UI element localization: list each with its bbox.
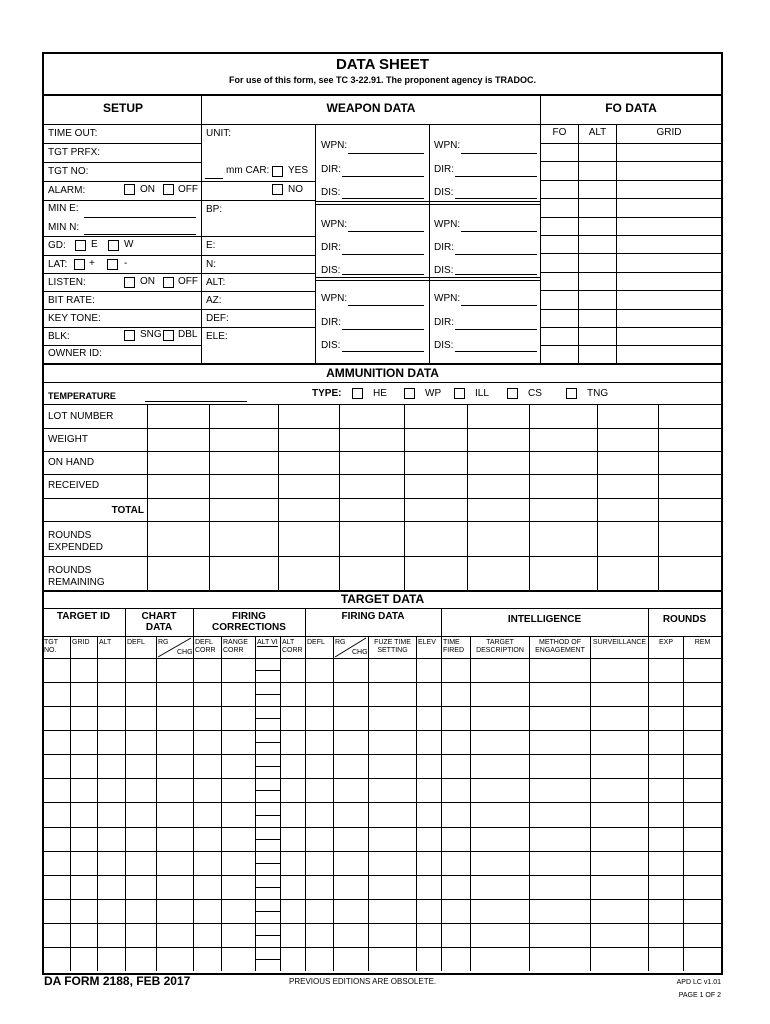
wpn1-a-label: WPN: (321, 140, 348, 151)
col-tgt_no: TGT NO. (44, 639, 58, 654)
unit-ele-label: ELE: (206, 331, 228, 342)
ammo-row-0-label: LOT NUMBER (48, 411, 114, 422)
col-exp: EXP (658, 639, 673, 646)
dis1-b-label: DIS: (434, 187, 454, 198)
unit-alt-label: ALT: (206, 277, 226, 288)
dir3-a-label: DIR: (321, 317, 341, 328)
alarm-label: ALARM: (48, 185, 86, 196)
dis2-b-label: DIS: (434, 265, 454, 276)
unit-def-label: DEF: (206, 313, 229, 324)
blk-sng-label: SNG (140, 329, 162, 340)
gd-w-checkbox[interactable] (108, 240, 119, 251)
tgt-prfx-label: TGT PRFX: (48, 147, 101, 158)
unit-e-label: E: (206, 240, 216, 251)
lat-plus-label: + (89, 258, 95, 269)
lat-plus-checkbox[interactable] (74, 259, 85, 270)
fo-col-alt: ALT (588, 127, 607, 138)
alarm-off-checkbox[interactable] (163, 184, 174, 195)
col-fuze: FUZE TIME SETTING (374, 639, 411, 654)
dir1-b-label: DIR: (434, 164, 454, 175)
wpn1-b-label: WPN: (434, 140, 461, 151)
gd-w-label: W (124, 239, 134, 250)
car-yes-checkbox[interactable] (272, 166, 283, 177)
blk-dbl-checkbox[interactable] (163, 330, 174, 341)
ammo-row-5-label: ROUNDS EXPENDED (48, 530, 104, 553)
ammo-type-4-label: TNG (587, 388, 609, 399)
listen-off-checkbox[interactable] (163, 277, 174, 288)
ammo-row-4-label: TOTAL (111, 505, 144, 516)
dis1-a-label: DIS: (321, 187, 341, 198)
page-number: PAGE 1 OF 2 (678, 992, 721, 999)
min-n-label: MIN N: (48, 222, 80, 233)
col-elev: ELEV (418, 639, 436, 646)
group-chart_data: CHART DATA (141, 611, 177, 633)
tgt-no-label: TGT NO: (48, 166, 89, 177)
dir1-a-label: DIR: (321, 164, 341, 175)
section-ammo: AMMUNITION DATA (326, 366, 439, 380)
ammo-type-1-checkbox[interactable] (404, 388, 415, 399)
gd-e-checkbox[interactable] (75, 240, 86, 251)
form-subtitle: For use of this form, see TC 3-22.91. The proponent agency is TRADOC. (228, 75, 537, 85)
gd-e-label: E (91, 239, 98, 250)
key-tone-label: KEY TONE: (48, 313, 101, 324)
col-alt_vi: ALT VI (257, 639, 278, 646)
group-firing_data: FIRING DATA (341, 611, 405, 622)
ammo-type-0-checkbox[interactable] (352, 388, 363, 399)
dis3-b-label: DIS: (434, 340, 454, 351)
ammo-row-2-label: ON HAND (48, 457, 95, 468)
col-rg: RG (158, 639, 169, 646)
group-target_id: TARGET ID (56, 611, 111, 622)
alarm-off-label: OFF (178, 184, 198, 195)
form-number: DA FORM 2188, FEB 2017 (44, 974, 191, 988)
unit-label: UNIT: (206, 128, 231, 139)
ammo-row-6-label: ROUNDS REMAINING (48, 565, 105, 588)
wpn3-a-label: WPN: (321, 293, 348, 304)
blk-label: BLK: (48, 331, 70, 342)
alarm-on-checkbox[interactable] (124, 184, 135, 195)
col-alt: ALT (99, 639, 112, 646)
listen-on-checkbox[interactable] (124, 277, 135, 288)
col-rg2: RG (335, 639, 346, 646)
ammo-type-3-label: CS (528, 388, 542, 399)
car-no-label: NO (288, 184, 303, 195)
fo-col-fo: FO (552, 127, 567, 138)
listen-on-label: ON (140, 276, 155, 287)
col-alt_corr: ALT CORR (282, 639, 303, 654)
dis3-a-label: DIS: (321, 340, 341, 351)
mm-car-label: mm CAR: (226, 165, 270, 176)
col-time_fired: TIME FIRED (443, 639, 464, 654)
form-version: APD LC v1.01 (676, 979, 721, 986)
dis2-a-label: DIS: (321, 265, 341, 276)
group-rounds: ROUNDS (662, 614, 707, 625)
ammo-type-label: TYPE: (312, 388, 342, 399)
alarm-on-label: ON (140, 184, 155, 195)
col-defl_corr: DEFL CORR (195, 639, 216, 654)
dir3-b-label: DIR: (434, 317, 454, 328)
temperature-label: TEMPERATURE (48, 391, 116, 401)
wpn2-a-label: WPN: (321, 219, 348, 230)
section-setup: SETUP (102, 101, 143, 115)
listen-off-label: OFF (178, 276, 198, 287)
blk-sng-checkbox[interactable] (124, 330, 135, 341)
col-method: METHOD OF ENGAGEMENT (535, 639, 585, 654)
min-e-label: MIN E: (48, 203, 79, 214)
listen-label: LISTEN: (48, 277, 86, 288)
col-rem: REM (694, 639, 711, 646)
wpn2-b-label: WPN: (434, 219, 461, 230)
col-chg-b: CHG (352, 649, 368, 656)
fo-col-grid: GRID (656, 127, 682, 138)
section-weapon: WEAPON DATA (326, 101, 416, 115)
ammo-type-1-label: WP (425, 388, 442, 399)
col-range_corr: RANGE CORR (223, 639, 248, 654)
col-chg-a: CHG (177, 649, 193, 656)
col-grid: GRID (72, 639, 90, 646)
form-title: DATA SHEET (335, 56, 430, 73)
bp-label: BP: (206, 204, 223, 215)
unit-az-label: AZ: (206, 295, 222, 306)
ammo-type-0-label: HE (373, 388, 387, 399)
group-firing_corrections: FIRING CORRECTIONS (212, 611, 286, 633)
ammo-type-2-label: ILL (475, 388, 489, 399)
col-target_desc: TARGET DESCRIPTION (476, 639, 524, 654)
unit-n-label: N: (206, 259, 216, 270)
obsolete-note: PREVIOUS EDITIONS ARE OBSOLETE. (289, 977, 437, 986)
section-fo: FO DATA (605, 101, 657, 115)
wpn3-b-label: WPN: (434, 293, 461, 304)
col-defl: DEFL (127, 639, 145, 646)
section-target: TARGET DATA (340, 592, 425, 606)
col-defl2: DEFL (307, 639, 325, 646)
ammo-type-4-checkbox[interactable] (566, 388, 577, 399)
lat-minus-checkbox[interactable] (107, 259, 118, 270)
time-out-label: TIME OUT: (48, 128, 98, 139)
car-no-checkbox[interactable] (272, 184, 283, 195)
bit-rate-label: BIT RATE: (48, 295, 95, 306)
dir2-a-label: DIR: (321, 242, 341, 253)
ammo-row-1-label: WEIGHT (48, 434, 88, 445)
ammo-type-3-checkbox[interactable] (507, 388, 518, 399)
dir2-b-label: DIR: (434, 242, 454, 253)
lat-minus-label: - (124, 258, 128, 269)
group-intelligence: INTELLIGENCE (507, 614, 582, 625)
ammo-row-3-label: RECEIVED (48, 480, 100, 491)
owner-id-label: OWNER ID: (48, 348, 102, 359)
col-surveillance: SURVEILLANCE (592, 639, 647, 646)
gd-label: GD: (48, 240, 66, 251)
car-yes-label: YES (288, 165, 309, 176)
blk-dbl-label: DBL (178, 329, 198, 340)
ammo-type-2-checkbox[interactable] (454, 388, 465, 399)
lat-label: LAT: (48, 259, 68, 270)
